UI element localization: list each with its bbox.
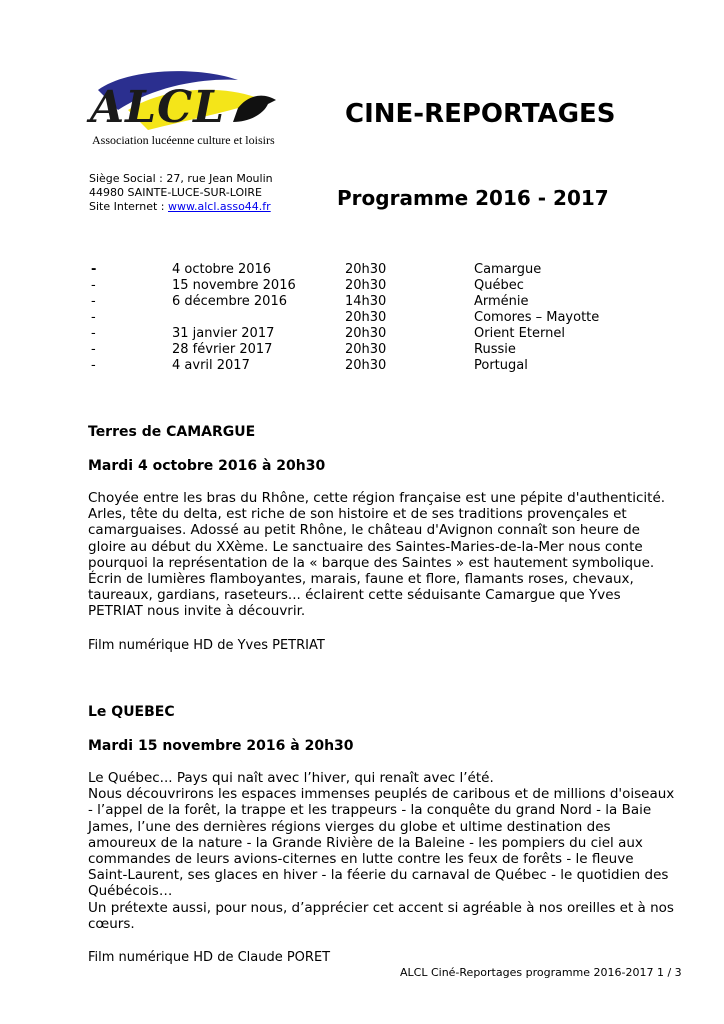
schedule-dash: - bbox=[91, 326, 96, 341]
section-description bbox=[88, 770, 678, 932]
site-label: Site Internet : bbox=[89, 200, 165, 213]
address-line-1: Siège Social : 27, rue Jean Moulin bbox=[89, 172, 273, 185]
schedule-time: 14h30 bbox=[345, 294, 387, 309]
schedule-time: 20h30 bbox=[345, 358, 387, 373]
schedule-row bbox=[0, 310, 724, 326]
schedule-place: Arménie bbox=[474, 294, 529, 309]
text-line: pourquoi la représentation de la « barque des Saintes » est hautement symbolique. bbox=[88, 554, 655, 571]
schedule-date: 4 avril 2017 bbox=[172, 358, 250, 373]
section-date: Mardi 15 novembre 2016 à 20h30 bbox=[88, 738, 354, 754]
schedule-dash: - bbox=[91, 358, 96, 373]
schedule-dash: - bbox=[91, 278, 96, 293]
text-line: Un prétexte aussi, pour nous, d’apprécier cet accent si agréable à nos oreilles et à nos bbox=[88, 899, 674, 916]
text-line: Québécois… bbox=[88, 883, 173, 900]
text-line: Écrin de lumières flamboyantes, marais, faune et flore, flamants roses, chevaux, bbox=[88, 571, 634, 588]
section-heading: Terres de CAMARGUE bbox=[88, 424, 256, 440]
schedule-row bbox=[0, 342, 724, 358]
schedule-row bbox=[0, 294, 724, 310]
schedule-time: 20h30 bbox=[345, 262, 387, 277]
schedule-place: Russie bbox=[474, 342, 516, 357]
schedule-place: Orient Eternel bbox=[474, 326, 565, 341]
schedule-time: 20h30 bbox=[345, 326, 387, 341]
schedule-place: Camargue bbox=[474, 262, 542, 277]
schedule-dash: - bbox=[91, 294, 96, 309]
schedule-dash: - bbox=[91, 262, 97, 277]
text-line: Le Québec... Pays qui naît avec l’hiver, qui renaît avec l’été. bbox=[88, 770, 494, 786]
text-line: - l’appel de la forêt, la trappe et les trappeurs - la conquête du grand Nord - la Baie bbox=[88, 802, 652, 819]
text-line: Choyée entre les bras du Rhône, cette région française est une pépite d'authenticité. bbox=[88, 490, 666, 506]
logo-subtitle: Association lucéenne culture et loisirs bbox=[92, 133, 275, 147]
schedule-row bbox=[0, 358, 724, 374]
text-line: cœurs. bbox=[88, 915, 135, 932]
schedule-date: 4 octobre 2016 bbox=[172, 262, 272, 277]
text-line: camarguaises. Adossé au petit Rhône, le château d'Avignon connaît son heure de bbox=[88, 522, 640, 539]
text-line: James, l’une des dernières régions vierges du globe et ultime destination des bbox=[88, 818, 611, 835]
site-link[interactable]: www.alcl.asso44.fr bbox=[168, 200, 271, 213]
text-line: Nous découvrirons les espaces immenses peuplés de caribous et de millions d'oiseaux bbox=[88, 786, 675, 803]
page-title: CINE-REPORTAGES bbox=[345, 99, 616, 129]
schedule-date: 6 décembre 2016 bbox=[172, 294, 287, 309]
schedule-date: 31 janvier 2017 bbox=[172, 326, 275, 341]
schedule-row bbox=[0, 278, 724, 294]
text-line: gloire au début du XXème. Le sanctuaire des Saintes-Maries-de-la-Mer nous conte bbox=[88, 538, 643, 555]
schedule-row bbox=[0, 262, 724, 278]
address-line-2: 44980 SAINTE-LUCE-SUR-LOIRE bbox=[89, 186, 262, 199]
schedule-place: Québec bbox=[474, 278, 524, 293]
logo-name: ALCL bbox=[90, 82, 226, 133]
programme-title: Programme 2016 - 2017 bbox=[337, 186, 609, 210]
schedule-time: 20h30 bbox=[345, 278, 387, 293]
schedule-dash: - bbox=[91, 310, 96, 325]
schedule-date: 15 novembre 2016 bbox=[172, 278, 296, 293]
schedule-dash: - bbox=[91, 342, 96, 357]
film-credit: Film numérique HD de Yves PETRIAT bbox=[88, 638, 325, 653]
schedule-time: 20h30 bbox=[345, 342, 387, 357]
schedule-row bbox=[0, 326, 724, 342]
page-footer: ALCL Ciné-Reportages programme 2016-2017 1 / 3 bbox=[400, 966, 682, 979]
address-line-3 bbox=[89, 200, 271, 214]
section-heading: Le QUEBEC bbox=[88, 704, 175, 720]
schedule-time: 20h30 bbox=[345, 310, 387, 325]
text-line: PETRIAT nous invite à découvrir. bbox=[88, 603, 306, 620]
text-line: commandes de leurs avions-citernes en lutte contre les feux de forêts - le fleuve bbox=[88, 851, 634, 868]
text-line: Arles, tête du delta, est riche de son histoire et de ses traditions provençales et bbox=[88, 506, 627, 523]
text-line: taureaux, gardians, raseteurs... éclairent cette séduisante Camargue que Yves bbox=[88, 587, 621, 604]
schedule-place: Portugal bbox=[474, 358, 528, 373]
schedule-place: Comores – Mayotte bbox=[474, 310, 600, 325]
text-line: amoureux de la nature - la Grande Rivière de la Baleine - les pompiers du ciel aux bbox=[88, 834, 643, 851]
film-credit: Film numérique HD de Claude PORET bbox=[88, 950, 331, 965]
section-date: Mardi 4 octobre 2016 à 20h30 bbox=[88, 458, 326, 474]
text-line: Saint-Laurent, ses glaces en hiver - la féerie du carnaval de Québec - le quotidien des bbox=[88, 867, 669, 884]
schedule-date: 28 février 2017 bbox=[172, 342, 273, 357]
section-description bbox=[88, 490, 678, 620]
